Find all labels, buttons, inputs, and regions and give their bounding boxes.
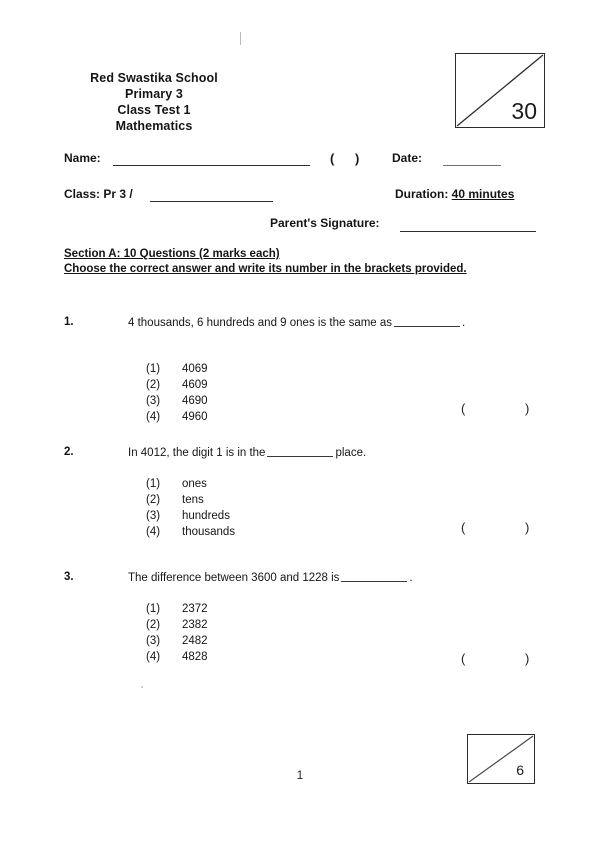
date-write-in-line[interactable] [443, 165, 501, 166]
option-text: hundreds [182, 510, 230, 522]
option-row[interactable] [146, 409, 208, 425]
question-stem-1-text: 4 thousands, 6 hundreds and 9 ones is the same as [128, 317, 393, 329]
question-stem-3-text: The difference between 3600 and 1228 is [128, 572, 340, 584]
page-marks-value: 6 [516, 762, 524, 778]
option-key: (2) [146, 619, 161, 631]
option-row[interactable] [146, 508, 235, 524]
answer-bracket-open: ( [461, 401, 466, 416]
section-heading [64, 247, 544, 277]
date-label: Date: [392, 151, 423, 165]
question-stem-1 [128, 316, 465, 331]
option-list-2 [146, 476, 235, 540]
option-key: (3) [146, 635, 161, 647]
option-text: 2482 [182, 635, 208, 647]
option-text: ones [182, 478, 207, 490]
index-bracket-close: ) [355, 151, 360, 166]
answer-bracket-close: ) [525, 651, 530, 666]
question-stem-1-tail: . [462, 317, 466, 329]
subject-name: Mathematics [115, 119, 193, 133]
class-write-in-line[interactable] [150, 201, 273, 202]
option-key: (2) [146, 379, 161, 391]
option-key: (1) [146, 478, 161, 490]
answer-bracket-close: ) [525, 401, 530, 416]
option-text: 2382 [182, 619, 208, 631]
question-stem-3 [128, 571, 413, 586]
question-stem-2 [128, 446, 366, 461]
index-bracket-open: ( [330, 151, 335, 166]
option-row[interactable] [146, 649, 208, 665]
duration-label: Duration: [395, 187, 449, 201]
school-name: Red Swastika School [90, 71, 218, 85]
section-heading-line-2: Choose the correct answer and write its number in the brackets provided. [64, 263, 467, 275]
option-row[interactable] [146, 492, 235, 508]
option-row[interactable] [146, 476, 235, 492]
option-text: 4960 [182, 411, 208, 423]
option-text: 4828 [182, 651, 208, 663]
duration-value: 40 minutes [451, 187, 515, 201]
option-key: (4) [146, 411, 161, 423]
parent-signature-write-in-line[interactable] [400, 231, 536, 232]
duration-field [395, 187, 514, 202]
option-key: (4) [146, 526, 161, 538]
name-label: Name: [64, 151, 101, 165]
option-row[interactable] [146, 361, 208, 377]
total-marks-value: 30 [511, 98, 537, 124]
option-text: 2372 [182, 603, 208, 615]
level-name: Primary 3 [125, 87, 183, 101]
option-row[interactable] [146, 633, 208, 649]
option-text: tens [182, 494, 204, 506]
option-key: (3) [146, 395, 161, 407]
answer-blank[interactable] [394, 316, 460, 327]
option-text: 4690 [182, 395, 208, 407]
answer-bracket-close: ) [525, 520, 530, 535]
option-key: (1) [146, 363, 161, 375]
answer-bracket-open: ( [461, 651, 466, 666]
answer-blank[interactable] [267, 446, 333, 457]
name-write-in-line[interactable] [113, 165, 310, 166]
exam-header [0, 70, 600, 135]
question-number-2: 2. [64, 446, 74, 458]
page-number: 1 [296, 770, 304, 782]
option-row[interactable] [146, 524, 235, 540]
class-label: Class: Pr 3 / [64, 187, 133, 201]
option-list-3 [146, 601, 208, 665]
option-text: 4069 [182, 363, 208, 375]
section-heading-line-1: Section A: 10 Questions (2 marks each) [64, 248, 280, 260]
option-text: thousands [182, 526, 236, 538]
question-number-1: 1. [64, 316, 74, 328]
option-key: (2) [146, 494, 161, 506]
answer-blank[interactable] [341, 571, 407, 582]
scan-artifact-tick [240, 32, 241, 45]
option-row[interactable] [146, 393, 208, 409]
question-stem-2-text: In 4012, the digit 1 is in the [128, 447, 266, 459]
parent-signature-label: Parent's Signature: [270, 216, 380, 230]
answer-bracket-open: ( [461, 520, 466, 535]
scan-artifact-speck [141, 686, 143, 688]
option-key: (1) [146, 603, 161, 615]
option-row[interactable] [146, 601, 208, 617]
option-row[interactable] [146, 617, 208, 633]
question-stem-3-tail: . [409, 572, 413, 584]
option-key: (4) [146, 651, 161, 663]
option-text: 4609 [182, 379, 208, 391]
option-list-1 [146, 361, 208, 425]
option-row[interactable] [146, 377, 208, 393]
assessment-name: Class Test 1 [117, 103, 191, 117]
question-number-3: 3. [64, 571, 74, 583]
question-stem-2-tail: place. [335, 447, 367, 459]
option-key: (3) [146, 510, 161, 522]
